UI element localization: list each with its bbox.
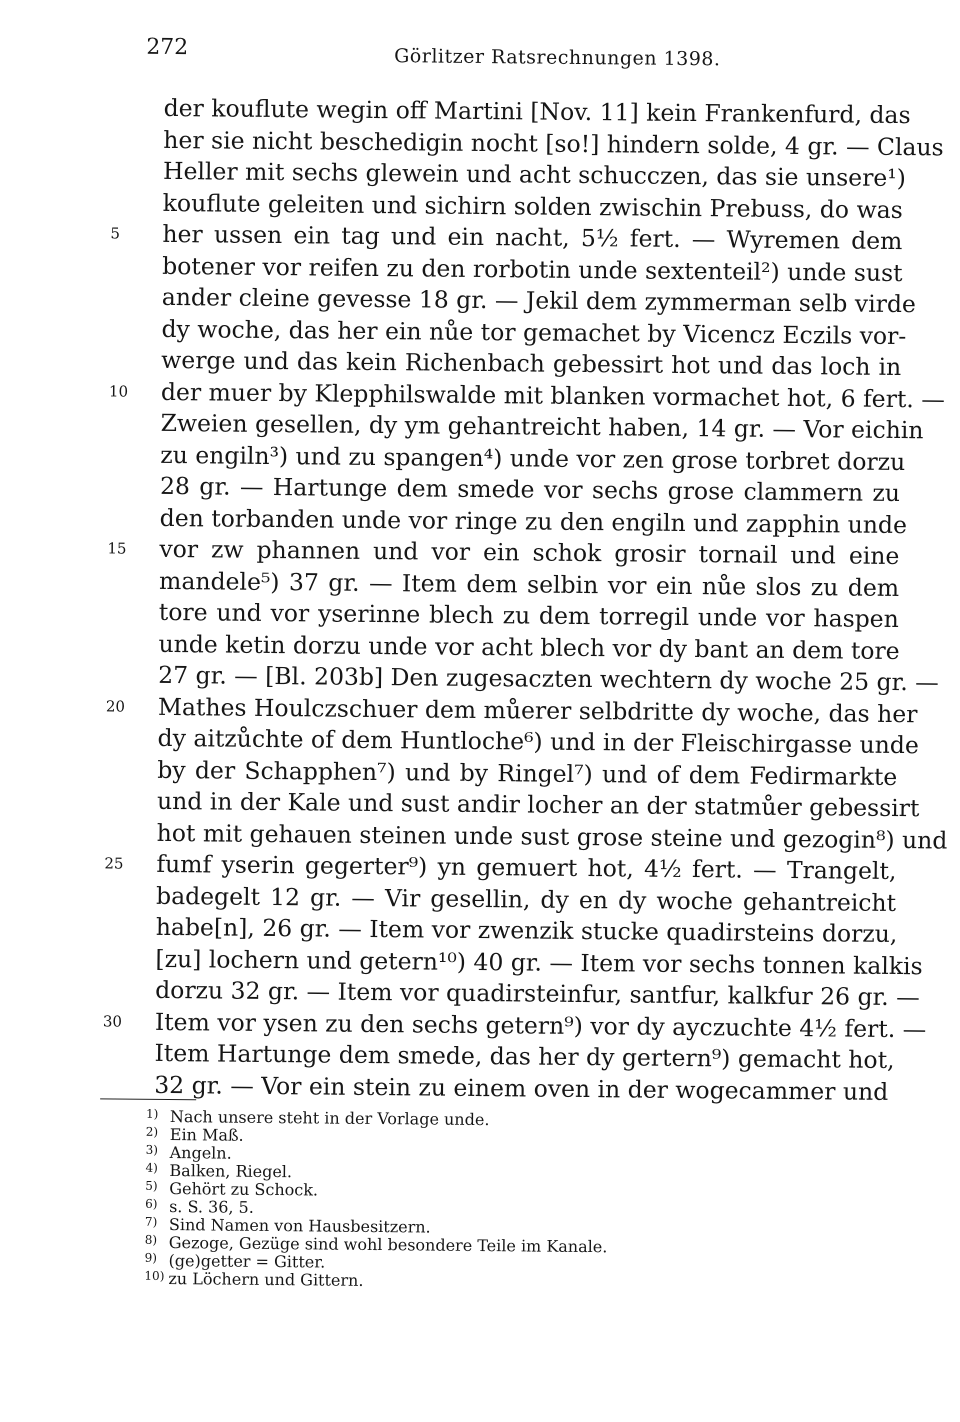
- footnote-mark: 1): [146, 1105, 170, 1123]
- footnote-mark: 3): [146, 1141, 170, 1159]
- footnotes: [144, 1105, 706, 1290]
- footnote-mark: 10): [144, 1267, 168, 1285]
- line-text: vor zw phannen und vor ein schok grosir tornail und eine: [159, 535, 899, 570]
- footnote-mark: 9): [145, 1249, 169, 1267]
- line-text: der kouflute wegin off Martini [Nov. 11] kein Frankenfurd, das: [164, 94, 911, 129]
- line-text: tore und vor yserinne blech zu dem torregil unde vor haspen: [159, 598, 899, 633]
- footnote-text: Ein Maß.: [170, 1125, 244, 1145]
- footnote-text: (ge)getter = Gitter.: [169, 1251, 326, 1272]
- line-text: her ussen ein tag und ein nacht, 5½ fert. — Wyremen dem: [162, 220, 902, 255]
- footnote-mark: 8): [145, 1231, 169, 1249]
- line-text: dy aitzůchte of dem Huntloche⁶) und in der Fleischirgasse unde: [157, 724, 918, 759]
- running-title: Görlitzer Ratsrechnungen 1398.: [394, 45, 721, 70]
- footnote-text: Gezoge, Gezüge sind wohl besondere Teile im Kanale.: [169, 1233, 608, 1256]
- line-text: unde ketin dorzu unde vor acht blech vor dy bant an dem tore: [158, 629, 899, 664]
- line-text: mandele⁵) 37 gr. — Item dem selbin vor ein nůe slos zu dem: [159, 566, 899, 601]
- line-text: her sie nicht beschedigin nocht [so!] hindern solde, 4 gr. — Claus: [163, 125, 944, 160]
- line-text: 27 gr. — [Bl. 203b] Den zugesaczten wechtern dy woche 25 gr. —: [158, 661, 939, 696]
- line-text: hot mit gehauen steinen unde sust grose steine und gezogin⁸) und: [157, 818, 948, 854]
- line-text: dorzu 32 gr. — Item vor quadirsteinfur, santfur, kalkfur 26 gr. —: [155, 976, 920, 1011]
- footnote-text: Sind Namen von Hausbesitzern.: [169, 1215, 431, 1237]
- line-number: 25: [104, 848, 134, 880]
- line-text: der muer by Klepphilswalde mit blanken vormachet hot, 6 fert. —: [161, 377, 945, 413]
- line-number: 10: [109, 376, 139, 408]
- footnote-text: s. S. 36, 5.: [169, 1197, 254, 1217]
- line-number: 20: [106, 691, 136, 723]
- line-text: Mathes Houlczschuer dem můerer selbdritte dy woche, das her: [158, 692, 918, 727]
- line-number: 15: [107, 533, 137, 565]
- footnote-mark: 5): [145, 1177, 169, 1195]
- footnote-text: Gehört zu Schock.: [169, 1179, 318, 1199]
- line-text: fumf yserin gegerter⁹) yn gemuert hot, 4½ fert. — Trangelt,: [156, 850, 896, 885]
- line-text: kouflute geleiten und sichirn solden zwischin Prebuss, do was: [163, 188, 903, 223]
- page-header: [146, 35, 926, 82]
- footnote-text: Nach unsere steht in der Vorlage unde.: [170, 1107, 490, 1129]
- footnote-text: Angeln.: [170, 1143, 232, 1163]
- footnote-separator: [100, 1098, 196, 1100]
- line-text: ander cleine gevesse 18 gr. — Jekil dem zymmerman selb virde: [162, 283, 916, 318]
- line-text: zu engiln³) und zu spangen⁴) unde vor zen grose torbret dorzu: [160, 440, 905, 475]
- main-text: [154, 93, 904, 1108]
- line-text: werge und das kein Richenbach gebessirt hot und das loch in: [161, 346, 901, 381]
- line-text: 32 gr. — Vor ein stein zu einem oven in der wogecammer und: [154, 1070, 888, 1105]
- line-text: by der Schapphen⁷) und by Ringel⁷) und of dem Fedirmarkte: [157, 755, 897, 790]
- line-text: Item Hartunge dem smede, das her dy gertern⁹) gemacht hot,: [154, 1039, 894, 1074]
- footnote-mark: 4): [145, 1159, 169, 1177]
- footnote-text: zu Löchern und Gittern.: [168, 1269, 363, 1290]
- line-text: habe[n], 26 gr. — Item vor zwenzik stucke quadirsteins dorzu,: [156, 913, 898, 948]
- line-text: und in der Kale und sust andir locher an der statmůer gebessirt: [157, 787, 920, 822]
- line-text: Item vor ysen zu den sechs getern⁹) vor dy ayczuchte 4½ fert. —: [155, 1007, 927, 1042]
- footnote-mark: 7): [145, 1213, 169, 1231]
- footnote-mark: 6): [145, 1195, 169, 1213]
- footnote-mark: 2): [146, 1123, 170, 1141]
- footnote-text: Balken, Riegel.: [169, 1161, 292, 1181]
- line-number: 5: [110, 218, 140, 250]
- line-text: Zweien gesellen, dy ym gehantreicht haben, 14 gr. — Vor eichin: [161, 409, 924, 444]
- line-text: badegelt 12 gr. — Vir gesellin, dy en dy woche gehantreicht: [156, 881, 896, 916]
- line-text: Heller mit sechs glewein und acht schucczen, das sie unsere¹): [163, 157, 906, 192]
- line-number: 30: [103, 1006, 133, 1038]
- line-text: den torbanden unde vor ringe zu den engiln und zapphin unde: [160, 503, 907, 538]
- line-text: dy woche, das her ein nůe tor gemachet by Vicencz Eczils vor-: [161, 314, 906, 349]
- text-line: [154, 1069, 894, 1108]
- page-number: 272: [146, 35, 188, 60]
- line-text: botener vor reifen zu den rorbotin unde sextenteil²) unde sust: [162, 251, 903, 286]
- line-text: [zu] lochern und getern¹⁰) 40 gr. — Item vor sechs tonnen kalkis: [155, 944, 922, 979]
- line-text: 28 gr. — Hartunge dem smede vor sechs grose clammern zu: [160, 472, 900, 507]
